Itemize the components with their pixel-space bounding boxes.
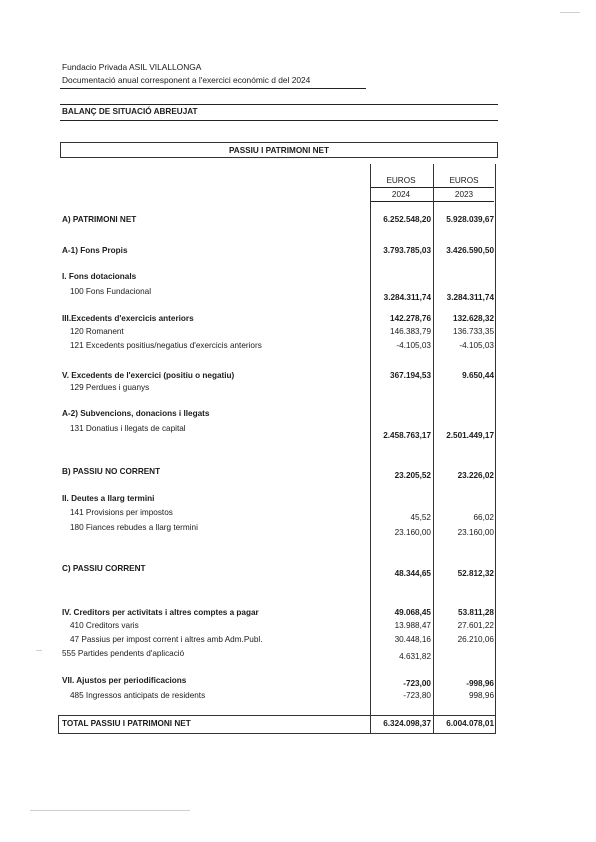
row-label: A) PATRIMONI NET xyxy=(62,215,137,224)
document-subtitle: Documentació anual corresponent a l'exercici económic d del 2024 xyxy=(62,75,311,85)
value-2024: 2.458.763,17 xyxy=(383,431,431,440)
row-label: 120 Romanent xyxy=(70,327,124,336)
table-row xyxy=(0,607,596,619)
col-2023-year: 2023 xyxy=(454,190,474,199)
scan-mark xyxy=(560,12,580,13)
value-2023: 27.601,22 xyxy=(457,621,494,630)
value-2023: -998,96 xyxy=(466,679,494,688)
value-2024: 3.793.785,03 xyxy=(383,246,431,255)
table-row xyxy=(0,214,596,226)
value-2023: 53.811,28 xyxy=(458,608,494,617)
table-row xyxy=(0,313,596,325)
value-2023: -4.105,03 xyxy=(459,341,494,350)
value-2023: 5.928.039,67 xyxy=(446,215,494,224)
row-label: V. Excedents de l'exercici (positiu o negatiu) xyxy=(62,371,235,380)
table-row xyxy=(0,326,596,338)
value-2024: 48.344,65 xyxy=(394,569,431,578)
row-label: VII. Ajustos per periodificacions xyxy=(62,676,187,685)
header-underline xyxy=(60,88,366,89)
row-label: IV. Creditors per activitats i altres comptes a pagar xyxy=(62,608,259,617)
organization-name: Fundacio Privada ASIL VILALLONGA xyxy=(62,62,202,72)
table-row xyxy=(0,690,596,702)
row-label: 131 Donatius i llegats de capital xyxy=(70,424,186,433)
scan-mark xyxy=(30,810,190,811)
value-2023: 2.501.449,17 xyxy=(446,431,494,440)
table-row xyxy=(0,507,596,522)
value-2023: 3.284.311,74 xyxy=(446,293,494,302)
section-top-rule xyxy=(60,104,498,105)
row-label: A-1) Fons Propis xyxy=(62,246,128,255)
row-label: I. Fons dotacionals xyxy=(62,272,137,281)
value-2024: -723,80 xyxy=(403,691,431,700)
row-label: II. Deutes a llarg termini xyxy=(62,494,155,503)
row-label: C) PASSIU CORRENT xyxy=(62,564,146,573)
value-2024: 3.284.311,74 xyxy=(383,293,431,302)
table-row xyxy=(0,620,596,632)
row-label: 555 Partides pendents d'aplicació xyxy=(62,649,185,658)
value-2024: 4.631,82 xyxy=(399,652,431,661)
row-label: 100 Fons Fundacional xyxy=(70,287,152,296)
col-2024-unit: EUROS xyxy=(386,176,416,185)
table-row xyxy=(0,340,596,352)
value-2023: 23.160,00 xyxy=(457,528,494,537)
value-2023: 136.733,35 xyxy=(453,327,494,336)
value-2023: 998,96 xyxy=(468,691,494,700)
value-2024: 146.383,79 xyxy=(390,327,431,336)
row-label: III.Excedents d'exercicis anteriors xyxy=(62,314,194,323)
table-row xyxy=(0,271,596,283)
row-label: B) PASSIU NO CORRENT xyxy=(62,467,161,476)
row-label: 121 Excedents positius/negatius d'exercicis anteriors xyxy=(70,341,262,350)
value-2024: 142.278,76 xyxy=(390,314,431,323)
table-row xyxy=(0,563,596,578)
section-bottom-rule xyxy=(60,120,498,121)
table-row xyxy=(0,382,596,394)
table-row xyxy=(0,370,596,382)
total-2023: 6.004.078,01 xyxy=(446,719,494,728)
value-2024: 367.194,53 xyxy=(390,371,431,380)
value-2023: 3.426.590,50 xyxy=(446,246,494,255)
total-row xyxy=(0,718,596,730)
table-row xyxy=(0,423,596,440)
table-row xyxy=(0,493,596,505)
table-row xyxy=(0,648,596,660)
row-label: 180 Fiances rebudes a llarg termini xyxy=(70,523,198,532)
value-2024: 13.988,47 xyxy=(394,621,431,630)
value-2024: 23.205,52 xyxy=(394,471,431,480)
table-row xyxy=(0,245,596,257)
value-2024: -723,00 xyxy=(403,679,431,688)
table-row xyxy=(0,675,596,687)
row-label: 141 Provisions per impostos xyxy=(70,508,173,517)
row-label: A-2) Subvencions, donacions i llegats xyxy=(62,409,210,418)
table-row xyxy=(0,286,596,302)
value-2023: 52.812,32 xyxy=(457,569,494,578)
value-2024: 45,52 xyxy=(410,513,431,522)
total-label: TOTAL PASSIU I PATRIMONI NET xyxy=(62,719,191,728)
table-title: PASSIU I PATRIMONI NET xyxy=(228,146,330,155)
value-2023: 26.210,06 xyxy=(457,635,494,644)
value-2023: 23.226,02 xyxy=(457,471,494,480)
table-row xyxy=(0,408,596,420)
table-row xyxy=(0,466,596,478)
value-2023: 132.628,32 xyxy=(453,314,494,323)
value-2023: 9.650,44 xyxy=(462,371,494,380)
table-row xyxy=(0,522,596,537)
table-row xyxy=(0,634,596,646)
value-2024: 30.448,16 xyxy=(394,635,431,644)
col-2023-unit: EUROS xyxy=(449,176,479,185)
row-label: 129 Perdues i guanys xyxy=(70,383,150,392)
value-2024: 49.068,45 xyxy=(394,608,431,617)
section-title: BALANÇ DE SITUACIÓ ABREUJAT xyxy=(62,107,198,116)
value-2024: -4.105,03 xyxy=(396,341,431,350)
col-2024-year: 2024 xyxy=(391,190,411,199)
value-2023: 66,02 xyxy=(473,513,494,522)
scan-mark xyxy=(36,650,42,651)
value-2024: 23.160,00 xyxy=(394,528,431,537)
col-header-rule xyxy=(370,187,494,188)
row-label: 485 Ingressos anticipats de residents xyxy=(70,691,206,700)
total-2024: 6.324.098,37 xyxy=(383,719,431,728)
value-2024: 6.252.548,20 xyxy=(383,215,431,224)
row-label: 47 Passius per impost corrent i altres amb Adm.Publ. xyxy=(70,635,263,644)
table-title-box xyxy=(60,142,498,158)
col-year-rule xyxy=(370,201,494,202)
row-label: 410 Creditors varis xyxy=(70,621,139,630)
